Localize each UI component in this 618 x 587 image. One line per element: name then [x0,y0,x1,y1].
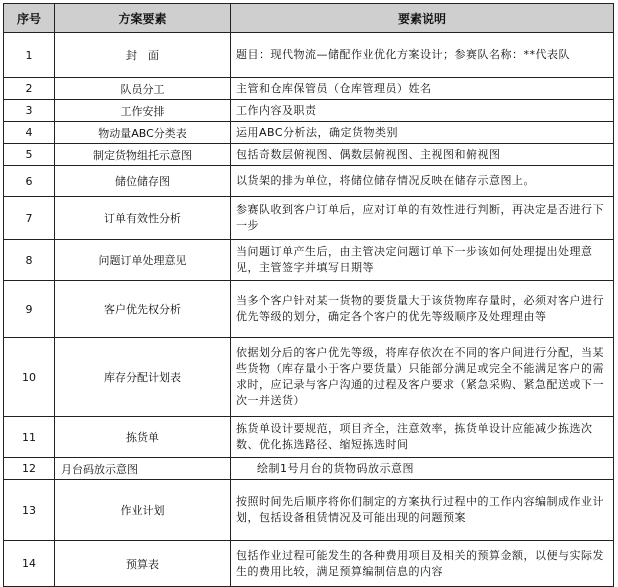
row-element: 封 面 [55,33,231,78]
row-element: 制定货物组托示意图 [55,144,231,166]
row-description: 依据划分后的客户优先等级，将库存依次在不同的客户间进行分配，当某些货物（库存量小于客户要货量）只能部分满足或完全不能满足客户的需求时，应记录与客户沟通的过程及客户要求（紧急采购、紧急配送或下一次一并送货） [231,338,614,417]
row-element: 拣货单 [55,417,231,458]
row-element: 月台码放示意图 [55,458,231,480]
row-element: 问题订单处理意见 [55,240,231,281]
table-row [4,458,614,480]
row-no: 5 [4,144,55,166]
row-description: 包括奇数层俯视图、偶数层俯视图、主视图和俯视图 [231,144,614,166]
table-row [4,197,614,240]
table-row [4,33,614,78]
header-description: 要素说明 [231,4,614,33]
row-no: 6 [4,166,55,197]
row-no: 13 [4,480,55,541]
row-description: 绘制1号月台的货物码放示意图 [231,458,614,480]
table-row [4,417,614,458]
row-description: 包括作业过程可能发生的各种费用项目及相关的预算金额，以便与实际发生的费用比较，满足预算编制信息的内容 [231,541,614,587]
row-description: 拣货单设计要规范，项目齐全，注意效率，拣货单设计应能减少拣选次数、优化拣选路径、缩短拣选时间 [231,417,614,458]
row-element: 储位储存图 [55,166,231,197]
row-description: 运用ABC分析法，确定货物类别 [231,122,614,144]
row-description: 当多个客户针对某一货物的要货量大于该货物库存量时，必须对客户进行优先等级的划分，确定各个客户的优先等级顺序及处理理由等 [231,281,614,338]
table-row [4,281,614,338]
table-row [4,100,614,122]
row-no: 4 [4,122,55,144]
row-no: 10 [4,338,55,417]
table-row [4,480,614,541]
table-row [4,122,614,144]
row-description: 主管和仓库保管员（仓库管理员）姓名 [231,78,614,100]
row-element: 物动量ABC分类表 [55,122,231,144]
row-description: 工作内容及职责 [231,100,614,122]
row-no: 12 [4,458,55,480]
row-no: 2 [4,78,55,100]
row-element: 预算表 [55,541,231,587]
row-no: 3 [4,100,55,122]
row-description: 参赛队收到客户订单后，应对订单的有效性进行判断，再决定是否进行下一步 [231,197,614,240]
row-element: 订单有效性分析 [55,197,231,240]
row-element: 库存分配计划表 [55,338,231,417]
row-element: 工作安排 [55,100,231,122]
row-no: 14 [4,541,55,587]
table-row [4,166,614,197]
table-row [4,338,614,417]
row-description: 题目：现代物流—储配作业优化方案设计；参赛队名称：**代表队 [231,33,614,78]
table-row [4,144,614,166]
scheme-elements-table [3,3,614,587]
row-no: 11 [4,417,55,458]
table-row [4,541,614,587]
row-no: 8 [4,240,55,281]
scheme-elements-table-container [3,3,614,587]
row-description: 以货架的排为单位，将储位储存情况反映在储存示意图上。 [231,166,614,197]
row-no: 9 [4,281,55,338]
table-row [4,240,614,281]
row-no: 7 [4,197,55,240]
row-no: 1 [4,33,55,78]
row-description: 按照时间先后顺序将你们制定的方案执行过程中的工作内容编制成作业计划，包括设备租赁情况及可能出现的问题预案 [231,480,614,541]
row-description: 当问题订单产生后，由主管决定问题订单下一步该如何处理提出处理意见，主管签字并填写日期等 [231,240,614,281]
row-element: 作业计划 [55,480,231,541]
header-element: 方案要素 [55,4,231,33]
table-row [4,78,614,100]
row-element: 客户优先权分析 [55,281,231,338]
row-element: 队员分工 [55,78,231,100]
header-no: 序号 [4,4,55,33]
table-header-row [4,4,614,33]
